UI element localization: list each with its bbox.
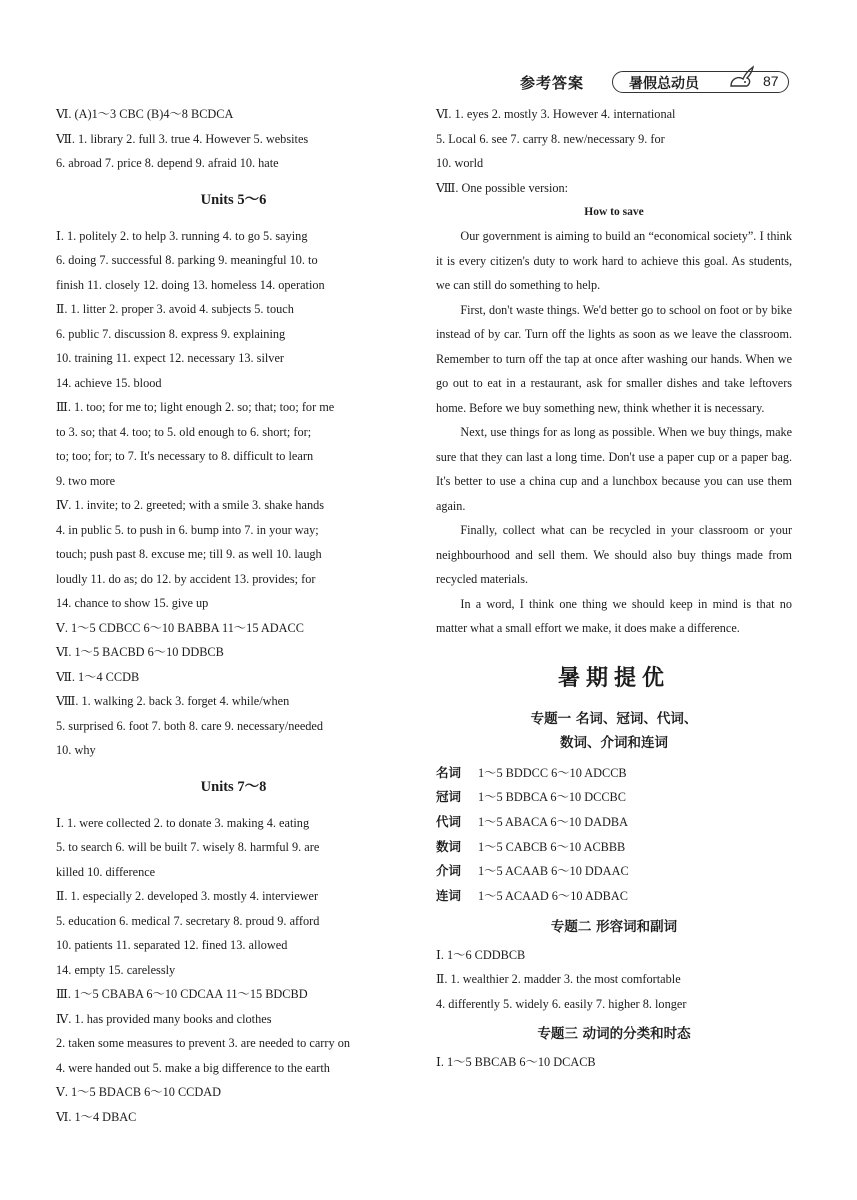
answer-line: Ⅳ. 1. invite; to 2. greeted; with a smile 3. shake hands xyxy=(56,498,325,512)
topic2-answers xyxy=(436,943,792,1017)
answer-line: Ⅴ. 1～5 BDACB 6～10 CCDAD xyxy=(56,1085,221,1099)
answer-line: Ⅵ. 1～5 BACBD 6～10 DDBCB xyxy=(56,645,224,659)
answer-line: touch; push past 8. excuse me; till 9. as well 10. laugh xyxy=(56,547,322,561)
answer-line: killed 10. difference xyxy=(56,864,156,879)
row-label: 数词 xyxy=(436,838,462,854)
answer-line: Ⅱ. 1. wealthier 2. madder 3. the most comfortable xyxy=(436,972,681,987)
answer-line: Ⅶ. 1. library 2. full 3. true 4. However 5. websites xyxy=(56,131,309,146)
answer-line: Ⅱ. 1. litter 2. proper 3. avoid 4. subjects 5. touch xyxy=(56,302,294,316)
row-answer: 1～5 ACAAB 6～10 DDAAC xyxy=(478,864,629,879)
answer-line: Ⅶ. 1～4 CCDB xyxy=(56,669,140,684)
answer-line: 4. differently 5. widely 6. easily 7. higher 8. longer xyxy=(436,996,687,1011)
unit56-answers xyxy=(56,224,411,763)
topic3-title: 专题三 动词的分类和时态 xyxy=(537,1026,691,1043)
answer-line: 5. to search 6. will be built 7. wisely 8. harmful 9. are xyxy=(56,840,320,854)
header-badge xyxy=(612,71,789,93)
answer-line: Ⅵ. 1. eyes 2. mostly 3. However 4. international xyxy=(436,107,676,121)
header-book-title: 暑假总动员 xyxy=(629,76,699,92)
row-answer: 1～5 ABACA 6～10 DADBA xyxy=(478,814,628,829)
row-label: 冠词 xyxy=(436,789,462,805)
page-number: 87 xyxy=(763,73,779,89)
rabbit-icon xyxy=(725,64,759,90)
left-top-answers xyxy=(56,102,411,176)
row-answer: 1～5 BDDCC 6～10 ADCCB xyxy=(478,765,627,780)
answer-line: Ⅴ. 1～5 CDBCC 6～10 BABBA 11～15 ADACC xyxy=(56,620,304,635)
row-answer: 1～5 ACAAD 6～10 ADBAC xyxy=(478,889,628,904)
essay-paragraph: In a word, I think one thing we should keep in mind is that no matter what a small effort we make, it does make a difference. xyxy=(436,596,792,635)
unit78-title: Units 7～8 xyxy=(200,778,267,795)
answer-line: 10. training 11. expect 12. necessary 13. silver xyxy=(56,351,284,365)
answer-line: Ⅲ. 1～5 CBABA 6～10 CDCAA 11～15 BDCBD xyxy=(56,987,308,1001)
topic2-title: 专题二 形容词和副词 xyxy=(550,918,678,935)
answer-line: 5. Local 6. see 7. carry 8. new/necessary 9. for xyxy=(436,131,665,146)
answer-line: 14. empty 15. carelessly xyxy=(56,962,176,977)
answer-line: 5. education 6. medical 7. secretary 8. proud 9. afford xyxy=(56,913,320,928)
essay-paragraph: First, don't waste things. We'd better go to school on foot or by bike instead of by car. Turn off the lights as soon as we leave the classroom. Remember to turn off the tap at once after washing our hands. When we go out to eat in a restaurant, ask for smaller dishes and take leftovers home. Before we buy something new, think whether it is necessary. xyxy=(436,302,792,415)
row-label: 连词 xyxy=(436,888,462,904)
unit78-answers xyxy=(56,811,411,1130)
essay-paragraph: Our government is aiming to build an “economical society”. I think it is every citizen's duty to work hard to achieve this goal. As students, we can still do something to help. xyxy=(436,229,792,292)
row-label: 介词 xyxy=(436,863,462,879)
answer-line: 14. achieve 15. blood xyxy=(56,375,162,390)
topic1-row xyxy=(436,810,792,835)
right-top-answers xyxy=(436,102,792,200)
topic1-row xyxy=(436,835,792,860)
answer-line: Ⅵ. (A)1～3 CBC (B)4～8 BCDCA xyxy=(56,107,234,121)
answer-line: 5. surprised 6. foot 7. both 8. care 9. necessary/needed xyxy=(56,718,324,733)
left-column xyxy=(56,102,411,1129)
topic1-row xyxy=(436,761,792,786)
essay-paragraph: Next, use things for as long as possible. When we buy things, make sure that they can last a long time. Don't use a paper cup or a paper bag. It's better to use a china cup and a lunchbox because you can use them again. xyxy=(436,425,792,513)
header-ref-label: 参考答案 xyxy=(520,74,585,92)
topic3-answers xyxy=(436,1050,792,1075)
answer-line: Ⅲ. 1. too; for me to; light enough 2. so; that; too; for me xyxy=(56,400,335,414)
topic1-row xyxy=(436,785,792,810)
topic1-title: 专题一 名词、冠词、代词、 xyxy=(530,710,698,727)
answer-line: Ⅵ. 1～4 DBAC xyxy=(56,1109,137,1124)
essay-paragraph: Finally, collect what can be recycled in your classroom or your neighbourhood and sell them. We should also buy things made from recycled materials. xyxy=(436,523,792,586)
answer-line: to 3. so; that 4. too; to 5. old enough to 6. short; for; xyxy=(56,424,312,439)
answer-line: Ⅷ. 1. walking 2. back 3. forget 4. while/when xyxy=(56,694,290,708)
essay-body xyxy=(436,224,792,641)
answer-line: 4. were handed out 5. make a big difference to the earth xyxy=(56,1060,330,1075)
answer-line: 10. why xyxy=(56,743,96,757)
topic1-subtitle: 数词、介词和连词 xyxy=(560,734,668,751)
answer-line: 6. doing 7. successful 8. parking 9. meaningful 10. to xyxy=(56,253,318,267)
topic1-answers xyxy=(436,761,792,909)
answer-line: 14. chance to show 15. give up xyxy=(56,596,209,610)
row-label: 代词 xyxy=(436,813,462,829)
answer-line: 2. taken some measures to prevent 3. are needed to carry on xyxy=(56,1036,350,1050)
answer-line: 6. abroad 7. price 8. depend 9. afraid 10. hate xyxy=(56,156,279,170)
answer-line: 10. world xyxy=(436,156,484,170)
answer-line: to; too; for; to 7. It's necessary to 8. difficult to learn xyxy=(56,449,314,463)
answer-line: Ⅰ. 1～5 BBCAB 6～10 DCACB xyxy=(436,1055,596,1070)
answer-line: 9. two more xyxy=(56,473,116,488)
answer-line: loudly 11. do as; do 12. by accident 13. provides; for xyxy=(56,571,316,586)
answer-line: Ⅱ. 1. especially 2. developed 3. mostly 4. interviewer xyxy=(56,889,319,903)
answer-line: finish 11. closely 12. doing 13. homeless 14. operation xyxy=(56,277,325,292)
answer-line: Ⅰ. 1. politely 2. to help 3. running 4. to go 5. saying xyxy=(56,228,308,243)
answer-line: 6. public 7. discussion 8. express 9. explaining xyxy=(56,326,286,341)
row-answer: 1～5 CABCB 6～10 ACBBB xyxy=(478,839,626,854)
answer-line: Ⅷ. One possible version: xyxy=(436,180,569,195)
unit56-title: Units 5～6 xyxy=(200,191,267,208)
answer-line: Ⅰ. 1. were collected 2. to donate 3. making 4. eating xyxy=(56,815,310,830)
right-column xyxy=(436,102,792,1075)
topic1-row xyxy=(436,884,792,909)
answer-line: Ⅳ. 1. has provided many books and clothes xyxy=(56,1011,272,1026)
answer-line: 10. patients 11. separated 12. fined 13. allowed xyxy=(56,938,288,952)
page-header xyxy=(520,72,790,94)
summer-section-title: 暑期提优 xyxy=(557,665,670,691)
topic1-row xyxy=(436,859,792,884)
row-label: 名词 xyxy=(436,764,462,780)
row-answer: 1～5 BDBCA 6～10 DCCBC xyxy=(478,790,626,805)
answer-line: 4. in public 5. to push in 6. bump into 7. in your way; xyxy=(56,522,319,537)
answer-line: Ⅰ. 1～6 CDDBCB xyxy=(436,947,526,962)
essay-title: How to save xyxy=(584,206,644,218)
